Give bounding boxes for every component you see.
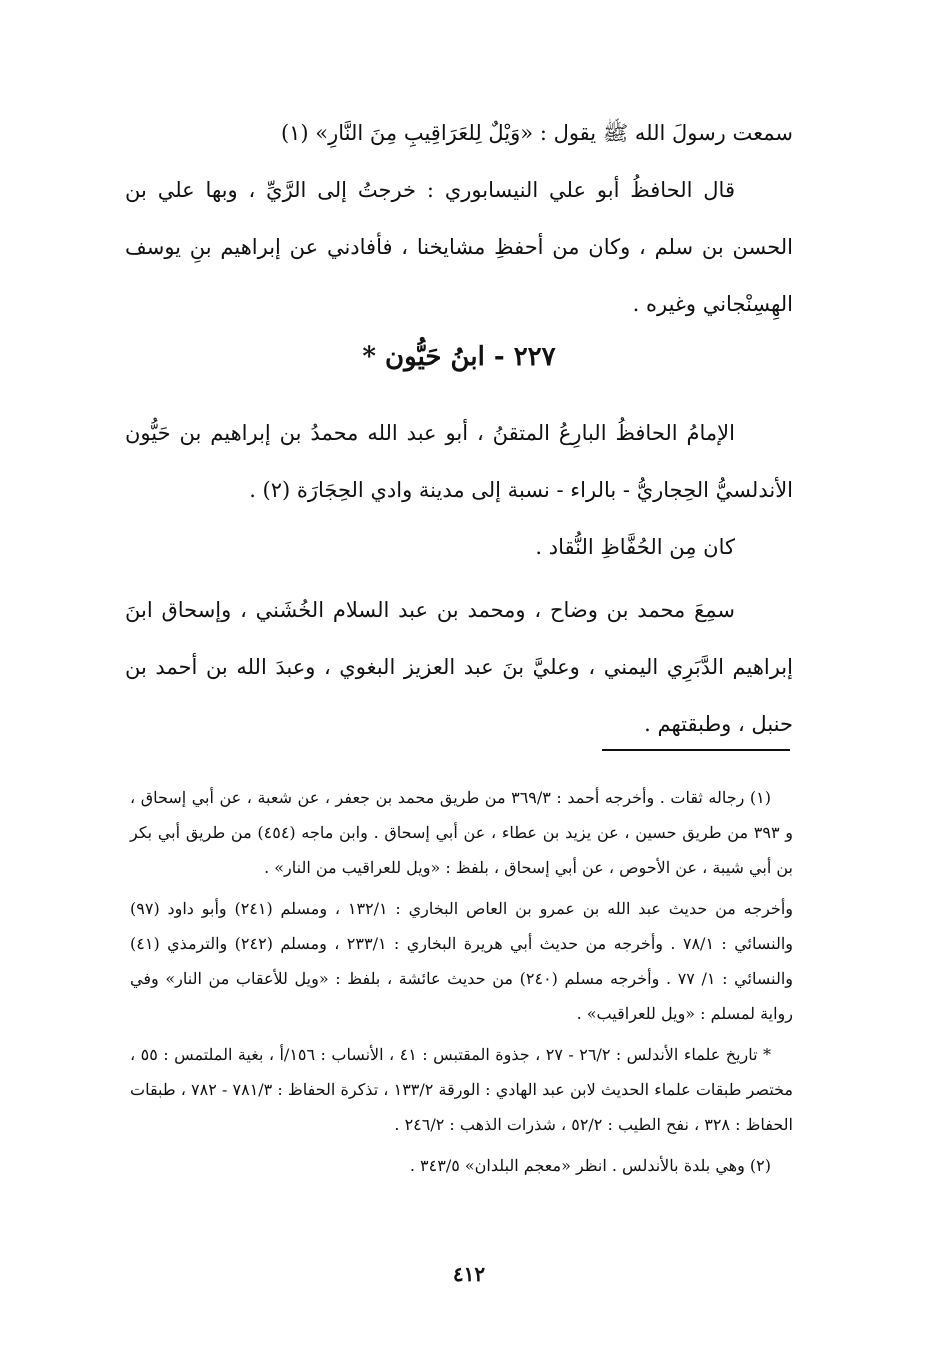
footnote-separator [602, 749, 790, 751]
hadith-quote-line: سمعت رسولَ الله ﷺ يقول : «وَيْلٌ لِلعَرَاقِيبِ مِنَ النَّارِ» (١) [280, 121, 793, 145]
biography-heading: ٢٢٧ - ابنُ حَيُّون * [362, 342, 556, 372]
intro-paragraph: قال الحافظُ أبو علي النيسابوري : خرجتُ إلى الرَّيِّ ، وبها علي بن الحسن بن سلم ، وكان من أحفظِ مشايخنا ، فأفادني عن إبراهيم بنِ يوسف الهِسِنْجاني وغيره . [125, 178, 793, 316]
footnote-1-part-a: (١) رجاله ثقات . وأخرجه أحمد : ٣٦٩/٣ من طريق محمد بن جعفر ، عن شعبة ، عن أبي إسحاق ، و ٣٩٣ من طريق حسين ، عن يزيد بن عطاء ، عن أبي إسحاق . وابن ماجه (٤٥٤) من طريق أبي بكر بن أبي شيبة ، عن الأحوص ، عن أبي إسحاق ، بلفظ : «ويل للعراقيب من النار» . [130, 788, 794, 877]
biography-paragraph-2: كان مِن الحُفَّاظِ النُّقاد . [535, 535, 735, 559]
footnote-2: (٢) وهي بلدة بالأندلس . انظر «معجم البلدان» ٣٤٣/٥ . [409, 1156, 771, 1175]
page-number: ٤١٢ [452, 1262, 486, 1286]
footnote-1-part-b: وأخرجه من حديث عبد الله بن عمرو بن العاص البخاري : ١٣٢/١ ، ومسلم (٢٤١) وأبو داود (٩٧) والنسائي : ٧٨/١ . وأخرجه من حديث أبي هريرة البخاري : ٢٣٣/١ ، ومسلم (٢٤٢) والترمذي (٤١) والنسائي : ١/ ٧٧ . وأخرجه مسلم (٢٤٠) من حديث عائشة ، بلفظ : «ويل للأعقاب من النار» وفي رواية لمسلم : «ويل للعراقيب» . [130, 899, 794, 1023]
footnote-sources: * تاريخ علماء الأندلس : ٢٦/٢ - ٢٧ ، جذوة المقتبس : ٤١ ، الأنساب : ١٥٦/أ ، بغية الملتمس : ٥٥ ، مختصر طبقات علماء الحديث لابن عبد الهادي : الورقة ١٣٣/٢ ، تذكرة الحفاظ : ٧٨١/٣ - ٧٨٢ ، طبقات الحفاظ : ٣٢٨ ، نفح الطيب : ٥٢/٢ ، شذرات الذهب : ٢٤٦/٢ . [130, 1045, 794, 1134]
main-text-top [125, 105, 793, 333]
biography-paragraph-3: سمِعَ محمد بن وضاح ، ومحمد بن عبد السلام الخُشَني ، وإسحاق ابنَ إبراهيم الدَّبَرِي اليمني ، وعليَّ بنَ عبد العزيز البغوي ، وعبدَ الله بن أحمد بن حنبل ، وطبقتهم . [125, 598, 793, 736]
main-text-biography [125, 405, 793, 753]
footnotes-section [130, 780, 793, 1183]
biography-paragraph-1: الإمامُ الحافظُ البارِعُ المتقنُ ، أبو عبد الله محمدُ بن إبراهيم بن حَيُّون الأندلسيُّ الحِجاريُّ - بالراء - نسبة إلى مدينة وادي الحِجَارَة (٢) . [125, 421, 793, 502]
